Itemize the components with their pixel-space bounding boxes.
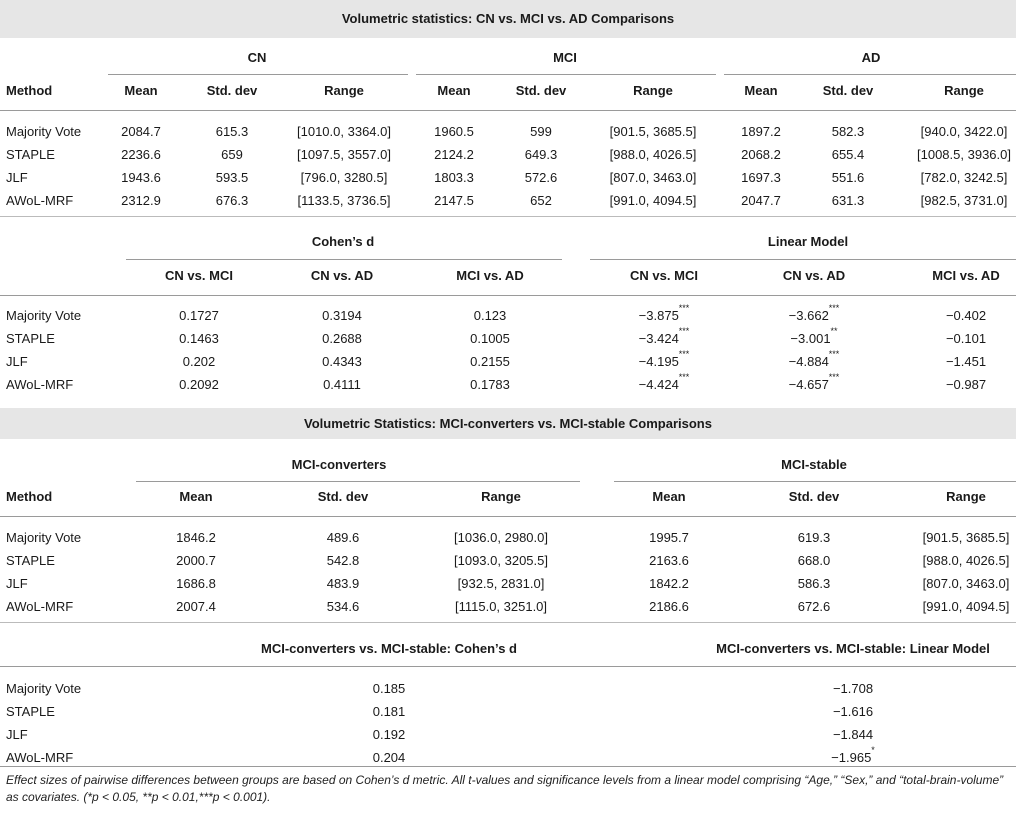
col-header-converters-linear-model: MCI-converters vs. MCI-stable: Linear Model	[716, 641, 990, 656]
table-cell-value: 0.2688	[322, 331, 362, 346]
table-cell	[470, 331, 510, 347]
table-cell-value: [901.5, 3685.5]	[609, 124, 697, 139]
table-cell	[216, 193, 249, 209]
row-method-label	[6, 308, 81, 324]
table-cell-value: 593.5	[215, 170, 249, 185]
section1-title: Volumetric statistics: CN vs. MCI vs. AD Comparisons	[341, 11, 675, 26]
table-cell	[530, 193, 552, 209]
row-method-label-value: AWoL-MRF	[6, 193, 74, 208]
row-method-label	[6, 576, 28, 592]
table-cell-value: 489.6	[326, 530, 360, 545]
table-cell-value: 599	[530, 124, 552, 139]
table-cell	[741, 147, 781, 163]
table-cell	[832, 124, 865, 140]
table-cell-value: 0.202	[182, 354, 216, 369]
col-header-std: Std. dev	[788, 489, 840, 504]
table-cell-value: [932.5, 2831.0]	[457, 576, 545, 591]
group-underline-mci	[416, 74, 716, 75]
table-cell	[322, 331, 362, 347]
significance-marker: ***	[678, 371, 690, 382]
table-cell-value: [991.0, 4094.5]	[609, 193, 697, 208]
table-cell	[638, 302, 690, 324]
table-cell	[788, 348, 840, 370]
group-underline-cn	[108, 74, 408, 75]
table-cell	[434, 124, 474, 140]
table-cell-value: 0.123	[473, 308, 507, 323]
table-cell-value: −3.875	[638, 308, 679, 323]
table-cell-value: 2000.7	[176, 553, 216, 568]
group-header-ad: AD	[861, 50, 881, 65]
row-method-label-value: STAPLE	[6, 553, 55, 568]
table-cell	[649, 599, 689, 615]
table-cell-value: 0.1005	[470, 331, 510, 346]
table-cell-value: [991.0, 4094.5]	[922, 599, 1010, 614]
col-header-mean: Mean	[124, 83, 158, 98]
group-header-linear-model: Linear Model	[767, 234, 849, 249]
table-cell	[216, 170, 249, 186]
method-header: Method	[6, 489, 53, 504]
table-cell	[327, 553, 360, 569]
table-cell	[649, 576, 689, 592]
significance-marker: ***	[828, 302, 840, 313]
table-cell-value: 586.3	[797, 576, 831, 591]
table-cell	[530, 124, 552, 140]
table-cell-value: 1686.8	[176, 576, 216, 591]
table-cell-value: [988.0, 4026.5]	[609, 147, 697, 162]
table-cell	[917, 147, 1011, 163]
table-cell	[176, 530, 216, 546]
table-cell	[434, 147, 474, 163]
table-cell-value: 2163.6	[649, 553, 689, 568]
row-method-label-value: Majority Vote	[6, 681, 82, 696]
row-method-label-value: JLF	[6, 170, 28, 185]
col-header-cn-vs-ad: CN vs. AD	[310, 268, 374, 283]
group-header-cn: CN	[247, 50, 267, 65]
table-cell-value: 615.3	[215, 124, 249, 139]
row-method-label-value: AWoL-MRF	[6, 377, 74, 392]
table-cell-value: 619.3	[797, 530, 831, 545]
table-cell-value: 551.6	[831, 170, 865, 185]
table-cell-value: 1803.3	[434, 170, 474, 185]
table-cell	[179, 331, 219, 347]
table-cell	[832, 147, 865, 163]
table-cell-value: [1036.0, 2980.0]	[454, 530, 548, 545]
table-cell	[923, 576, 1010, 592]
col-header-range: Range	[944, 83, 984, 98]
table-cell	[946, 354, 986, 370]
table-cell-value: 1842.2	[649, 576, 689, 591]
table-cell-value: 483.9	[326, 576, 360, 591]
table-cell-value: −3.662	[788, 308, 829, 323]
col-header-std: Std. dev	[515, 83, 567, 98]
table-cell	[790, 325, 838, 347]
table-cell	[470, 377, 510, 393]
table-cell-value: 0.185	[372, 681, 406, 696]
col-header-std: Std. dev	[206, 83, 258, 98]
table-cell-value: 0.3194	[322, 308, 362, 323]
table-cell	[297, 124, 391, 140]
table-cell	[946, 331, 986, 347]
table-cell-value: 0.192	[372, 727, 406, 742]
col-header-range: Range	[633, 83, 673, 98]
table-cell-value: −1.451	[945, 354, 987, 369]
table-cell	[832, 193, 865, 209]
table-cell-value: 2084.7	[121, 124, 161, 139]
table-cell	[297, 193, 390, 209]
table-cell	[921, 193, 1008, 209]
table-cell-value: 2236.6	[121, 147, 161, 162]
row-method-label-value: Majority Vote	[6, 308, 82, 323]
table-cell	[788, 371, 840, 393]
table-cell-value: [940.0, 3422.0]	[920, 124, 1008, 139]
table-cell	[921, 170, 1008, 186]
table-cell	[741, 170, 781, 186]
table-cell-value: 0.204	[372, 750, 406, 765]
table-cell-value: 2007.4	[176, 599, 216, 614]
col-header-range: Range	[324, 83, 364, 98]
table-cell	[798, 530, 831, 546]
table-cell	[921, 124, 1008, 140]
table-cell-value: 649.3	[524, 147, 558, 162]
table-cell	[322, 354, 362, 370]
table-cell	[373, 727, 406, 743]
table-cell	[434, 170, 474, 186]
table-cell-value: 668.0	[797, 553, 831, 568]
col-header-converters-cohens-d: MCI-converters vs. MCI-stable: Cohen’s d	[261, 641, 517, 656]
table-cell	[832, 170, 865, 186]
table-cell-value: 2047.7	[741, 193, 781, 208]
table-cell-value: 0.4343	[322, 354, 362, 369]
table-cell-value: 2124.2	[434, 147, 474, 162]
col-header-mean: Mean	[437, 83, 471, 98]
row-method-label	[6, 727, 28, 743]
row-method-label-value: JLF	[6, 576, 28, 591]
table-cell	[121, 147, 161, 163]
table-cell-value: 655.4	[831, 147, 865, 162]
group-underline-mci-converters	[136, 481, 580, 482]
group-header-mci: MCI	[553, 50, 577, 65]
table-cell	[179, 308, 219, 324]
table-cell	[454, 553, 548, 569]
row-method-label	[6, 704, 55, 720]
section-rule	[0, 216, 1016, 217]
table-cell-value: −4.657	[788, 377, 829, 392]
table-cell-value: −0.987	[945, 377, 987, 392]
row-method-label	[6, 354, 28, 370]
col-header-std: Std. dev	[317, 489, 369, 504]
table-cell	[121, 124, 161, 140]
table-cell-value: 1846.2	[176, 530, 216, 545]
table-cell-value: −4.195	[638, 354, 679, 369]
table-cell-value: [1133.5, 3736.5]	[297, 193, 391, 208]
method-header: Method	[6, 83, 53, 98]
table-cell-value: [901.5, 3685.5]	[922, 530, 1010, 545]
significance-marker: ***	[678, 325, 690, 336]
table-cell-value: 0.2092	[179, 377, 219, 392]
col-header-std: Std. dev	[822, 83, 874, 98]
table-cell	[454, 530, 548, 546]
table-cell-value: [1008.5, 3936.0]	[917, 147, 1011, 162]
row-method-label	[6, 750, 73, 766]
table-cell	[649, 553, 689, 569]
table-cell	[833, 681, 873, 697]
table-cell-value: −1.708	[832, 681, 874, 696]
table-cell-value: 676.3	[215, 193, 249, 208]
table-cell	[322, 308, 362, 324]
row-method-label	[6, 530, 81, 546]
group-underline-mci-stable	[614, 481, 1016, 482]
table-cell	[946, 308, 986, 324]
table-cell	[179, 377, 219, 393]
table-cell	[327, 576, 360, 592]
header-rule	[0, 666, 1016, 667]
significance-marker: ***	[678, 348, 690, 359]
table-cell-value: 652	[530, 193, 552, 208]
table-cell	[649, 530, 689, 546]
row-method-label	[6, 147, 55, 163]
group-header-mci-converters: MCI-converters	[291, 457, 387, 472]
table-cell-value: 672.6	[797, 599, 831, 614]
table-cell-value: [1093.0, 3205.5]	[454, 553, 548, 568]
row-method-label-value: STAPLE	[6, 147, 55, 162]
table-cell	[946, 377, 986, 393]
table-cell-value: 1960.5	[434, 124, 474, 139]
row-method-label-value: Majority Vote	[6, 530, 82, 545]
col-header-range: Range	[946, 489, 986, 504]
header-rule	[0, 110, 1016, 111]
section-rule	[0, 622, 1016, 623]
table-cell	[610, 124, 697, 140]
col-header-range: Range	[481, 489, 521, 504]
row-method-label-value: STAPLE	[6, 331, 55, 346]
table-cell	[610, 147, 697, 163]
significance-marker: **	[830, 325, 838, 336]
table-cell	[798, 553, 831, 569]
table-cell	[373, 681, 406, 697]
table-cell	[638, 371, 690, 393]
row-method-label-value: AWoL-MRF	[6, 599, 74, 614]
table-cell-value: 1995.7	[649, 530, 689, 545]
row-method-label	[6, 124, 81, 140]
table-cell-value: −0.402	[945, 308, 987, 323]
significance-marker: ***	[678, 302, 690, 313]
table-cell-value: [1097.5, 3557.0]	[297, 147, 391, 162]
row-method-label	[6, 193, 73, 209]
row-method-label-value: AWoL-MRF	[6, 750, 74, 765]
significance-marker: *	[871, 744, 875, 755]
table-cell	[474, 308, 507, 324]
table-cell-value: [807.0, 3463.0]	[609, 170, 697, 185]
table-cell	[798, 599, 831, 615]
table-cell-value: 2312.9	[121, 193, 161, 208]
row-method-label-value: JLF	[6, 354, 28, 369]
table-cell	[176, 599, 216, 615]
table-cell-value: 2186.6	[649, 599, 689, 614]
table-cell	[638, 348, 690, 370]
section3-title: Volumetric Statistics: MCI-converters vs. MCI-stable Comparisons	[304, 416, 712, 431]
table-cell	[741, 124, 781, 140]
table-cell-value: −1.844	[832, 727, 874, 742]
table-cell	[455, 599, 547, 615]
table-cell-value: [982.5, 3731.0]	[920, 193, 1008, 208]
table-cell-value: 1697.3	[741, 170, 781, 185]
table-cell	[176, 553, 216, 569]
table-cell	[323, 377, 361, 393]
table-cell	[525, 147, 558, 163]
table-cell	[610, 170, 697, 186]
table-cell-value: [988.0, 4026.5]	[922, 553, 1010, 568]
col-header-mci-vs-ad: MCI vs. AD	[456, 268, 524, 283]
group-underline-linear-model	[590, 259, 1016, 260]
table-cell-value: 0.2155	[470, 354, 510, 369]
table-cell	[327, 530, 360, 546]
table-cell	[301, 170, 388, 186]
table-cell-value: 534.6	[326, 599, 360, 614]
col-header-mean: Mean	[179, 489, 213, 504]
col-header-mean: Mean	[744, 83, 778, 98]
table-cell-value: 2147.5	[434, 193, 474, 208]
table-cell-value: [782.0, 3242.5]	[920, 170, 1008, 185]
table-cell	[221, 147, 243, 163]
table-cell-value: [807.0, 3463.0]	[922, 576, 1010, 591]
table-cell	[788, 302, 840, 324]
table-footnote: Effect sizes of pairwise differences between groups are based on Cohen’s d metric. All t-values and significance levels from a linear model comprising “Age,” “Sex,” and “total-brain-volume” as covariates. (*p < 0.05, **p < 0.01,***p < 0.001).	[6, 773, 1004, 804]
table-cell-value: 0.1727	[179, 308, 219, 323]
col-header-mci-vs-ad: MCI vs. AD	[932, 268, 1000, 283]
significance-marker: ***	[828, 371, 840, 382]
table-cell-value: 631.3	[831, 193, 865, 208]
group-underline-ad	[724, 74, 1016, 75]
table-cell	[923, 599, 1010, 615]
table-cell-value: −3.424	[638, 331, 679, 346]
row-method-label	[6, 377, 73, 393]
table-cell-value: 0.4111	[323, 377, 361, 392]
table-cell-value: −1.965	[831, 750, 872, 765]
table-cell-value: 0.1783	[470, 377, 510, 392]
table-cell-value: 0.181	[372, 704, 406, 719]
table-cell-value: [1010.0, 3364.0]	[297, 124, 391, 139]
table-cell	[121, 170, 161, 186]
col-header-mean: Mean	[652, 489, 686, 504]
table-cell-value: −4.424	[638, 377, 679, 392]
table-cell	[833, 704, 873, 720]
table-cell	[216, 124, 249, 140]
table-cell-value: 0.1463	[179, 331, 219, 346]
significance-marker: ***	[828, 348, 840, 359]
table-cell	[638, 325, 690, 347]
table-cell	[297, 147, 391, 163]
row-method-label	[6, 599, 73, 615]
table-cell	[610, 193, 697, 209]
table-cell	[798, 576, 831, 592]
col-header-cn-vs-ad: CN vs. AD	[782, 268, 846, 283]
col-header-cn-vs-mci: CN vs. MCI	[630, 268, 698, 283]
row-method-label	[6, 681, 81, 697]
table-cell	[373, 750, 406, 766]
row-method-label	[6, 331, 55, 347]
table-cell-value: −1.616	[832, 704, 874, 719]
table-cell-value: [796.0, 3280.5]	[300, 170, 388, 185]
group-underline-cohens-d	[126, 259, 562, 260]
table-cell-value: 582.3	[831, 124, 865, 139]
group-header-mci-stable: MCI-stable	[781, 457, 847, 472]
col-header-cn-vs-mci: CN vs. MCI	[165, 268, 233, 283]
group-header-cohens-d: Cohen’s d	[311, 234, 375, 249]
table-cell-value: 1943.6	[121, 170, 161, 185]
header-rule	[0, 295, 1016, 296]
table-cell	[434, 193, 474, 209]
table-cell-value: −4.884	[788, 354, 829, 369]
table-cell	[470, 354, 510, 370]
table-cell	[121, 193, 161, 209]
table-cell	[176, 576, 216, 592]
table-cell-value: 542.8	[326, 553, 360, 568]
table-cell	[741, 193, 781, 209]
table-cell	[327, 599, 360, 615]
table-cell	[831, 744, 875, 766]
table-cell-value: [1115.0, 3251.0]	[454, 599, 548, 614]
table-cell	[373, 704, 406, 720]
table-cell	[458, 576, 545, 592]
table-cell	[833, 727, 873, 743]
table-cell-value: 659	[221, 147, 243, 162]
table-cell-value: −0.101	[945, 331, 987, 346]
row-method-label-value: STAPLE	[6, 704, 55, 719]
row-method-label	[6, 170, 28, 186]
header-rule	[0, 516, 1016, 517]
row-method-label	[6, 553, 55, 569]
row-method-label-value: Majority Vote	[6, 124, 82, 139]
table-cell-value: 2068.2	[741, 147, 781, 162]
row-method-label-value: JLF	[6, 727, 28, 742]
table-cell	[923, 553, 1010, 569]
table-cell	[525, 170, 558, 186]
table-cell-value: 1897.2	[741, 124, 781, 139]
table-cell-value: −3.001	[790, 331, 831, 346]
table-cell-value: 572.6	[524, 170, 558, 185]
table-cell	[183, 354, 216, 370]
table-bottom-rule	[0, 766, 1016, 767]
table-cell	[923, 530, 1010, 546]
